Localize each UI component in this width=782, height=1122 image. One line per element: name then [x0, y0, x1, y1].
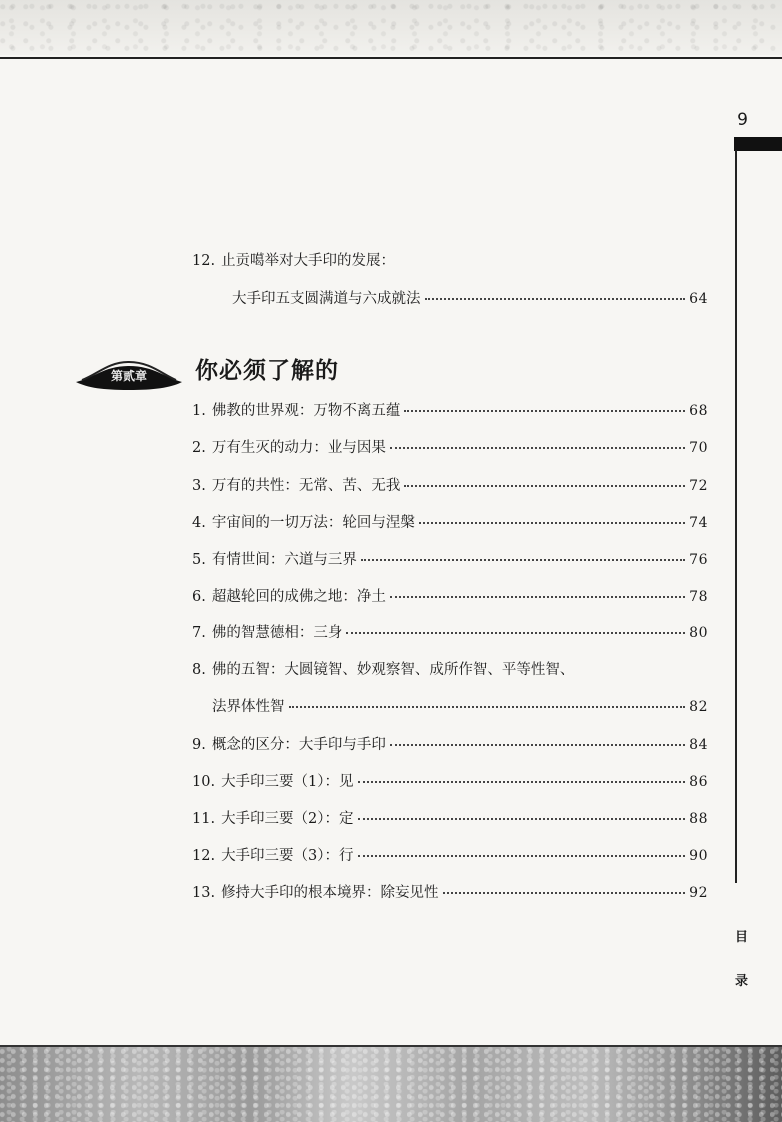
toc-entry-title: 大手印三要（1）：见 [221, 774, 354, 790]
toc-entry-title: 佛的五智：大圆镜智、妙观察智、成所作智、平等性智、 [211, 662, 575, 678]
toc-entry-page: 74 [689, 515, 708, 531]
toc-entry-title: 万有生灭的动力：业与因果 [211, 440, 386, 456]
toc-entry-page: 78 [689, 589, 708, 605]
toc-entry-page: 90 [689, 848, 708, 864]
side-rule [735, 150, 737, 883]
toc-entry-number: 7. [192, 625, 206, 641]
toc-entry-page: 92 [689, 885, 708, 901]
toc-entry-1[interactable] [192, 399, 708, 423]
toc-entry-3[interactable] [192, 474, 708, 498]
dot-leader [443, 892, 686, 894]
toc-entry-title: 超越轮回的成佛之地：净土 [211, 589, 386, 605]
toc-entry-number: 8. [192, 662, 206, 678]
toc-entry-title: 大手印五支圆满道与六成就法 [232, 291, 421, 307]
chapter-title: 你必须了解的 [195, 358, 339, 384]
toc-entry-page: 70 [689, 440, 708, 456]
toc-entry-page: 88 [689, 811, 708, 827]
toc-entry-number: 12. [192, 848, 216, 864]
side-label-mu: 目 [735, 930, 749, 945]
toc-entry-8-continued[interactable] [212, 695, 708, 719]
toc-entry-title: 大手印三要（2）：定 [221, 811, 354, 827]
toc-entry-page: 86 [689, 774, 708, 790]
toc-entry-page: 76 [689, 552, 708, 568]
dot-leader [419, 522, 685, 524]
toc-entry-title: 止贡噶举对大手印的发展： [221, 253, 396, 269]
toc-entry-13[interactable] [192, 881, 708, 905]
toc-entry-number: 1. [192, 403, 206, 419]
toc-entry-page: 80 [689, 625, 708, 641]
dot-leader [358, 855, 686, 857]
side-label-lu: 录 [735, 974, 749, 989]
toc-entry-6[interactable] [192, 585, 708, 609]
toc-entry-12[interactable] [192, 844, 708, 868]
side-tab-marker [734, 137, 782, 151]
chapter-emblem-label: 第贰章 [110, 369, 148, 383]
bottom-scan-band [0, 1047, 782, 1122]
toc-entry-number: 13. [192, 885, 216, 901]
toc-entry-11[interactable] [192, 807, 708, 831]
toc-entry-2[interactable] [192, 436, 708, 460]
toc-entry-10[interactable] [192, 770, 708, 794]
toc-entry-number: 2. [192, 440, 206, 456]
dot-leader [361, 559, 685, 561]
toc-entry-title: 大手印三要（3）：行 [221, 848, 354, 864]
toc-entry-number: 5. [192, 552, 206, 568]
toc-entry-prev-12-continued[interactable] [232, 287, 708, 311]
toc-entry-7[interactable] [192, 621, 708, 645]
dot-leader [358, 818, 686, 820]
toc-entry-page: 64 [689, 291, 708, 307]
toc-entry-number: 3. [192, 478, 206, 494]
dot-leader [346, 632, 685, 634]
toc-entry-page: 84 [689, 737, 708, 753]
dot-leader [289, 706, 686, 708]
toc-entry-page: 68 [689, 403, 708, 419]
page-number: 9 [737, 110, 748, 130]
toc-entry-number: 9. [192, 737, 206, 753]
toc-entry-4[interactable] [192, 511, 708, 535]
top-scan-band [0, 0, 782, 55]
toc-entry-title: 修持大手印的根本境界：除妄见性 [221, 885, 439, 901]
toc-entry-number: 10. [192, 774, 216, 790]
toc-entry-title: 有情世间：六道与三界 [211, 552, 357, 568]
dot-leader [425, 298, 686, 300]
toc-entry-title: 宇宙间的一切万法：轮回与涅槃 [211, 515, 415, 531]
toc-entry-prev-12[interactable] [192, 249, 708, 273]
dot-leader [358, 781, 686, 783]
toc-entry-number: 12. [192, 253, 216, 269]
toc-entry-title: 概念的区分：大手印与手印 [211, 737, 386, 753]
toc-entry-9[interactable] [192, 733, 708, 757]
top-rule [0, 57, 782, 59]
dot-leader [390, 744, 685, 746]
dot-leader [390, 447, 685, 449]
dot-leader [390, 596, 685, 598]
toc-entry-title: 佛的智慧德相：三身 [211, 625, 343, 641]
dot-leader [404, 485, 685, 487]
dot-leader [404, 410, 685, 412]
toc-entry-number: 6. [192, 589, 206, 605]
toc-entry-5[interactable] [192, 548, 708, 572]
toc-entry-number: 4. [192, 515, 206, 531]
toc-entry-page: 72 [689, 478, 708, 494]
toc-entry-title: 佛教的世界观：万物不离五蕴 [211, 403, 401, 419]
chapter-emblem-icon [74, 352, 184, 392]
toc-entry-8[interactable] [192, 658, 708, 682]
toc-entry-page: 82 [689, 699, 708, 715]
toc-entry-title: 万有的共性：无常、苦、无我 [211, 478, 401, 494]
toc-entry-number: 11. [192, 811, 216, 827]
toc-entry-title: 法界体性智 [212, 699, 285, 715]
